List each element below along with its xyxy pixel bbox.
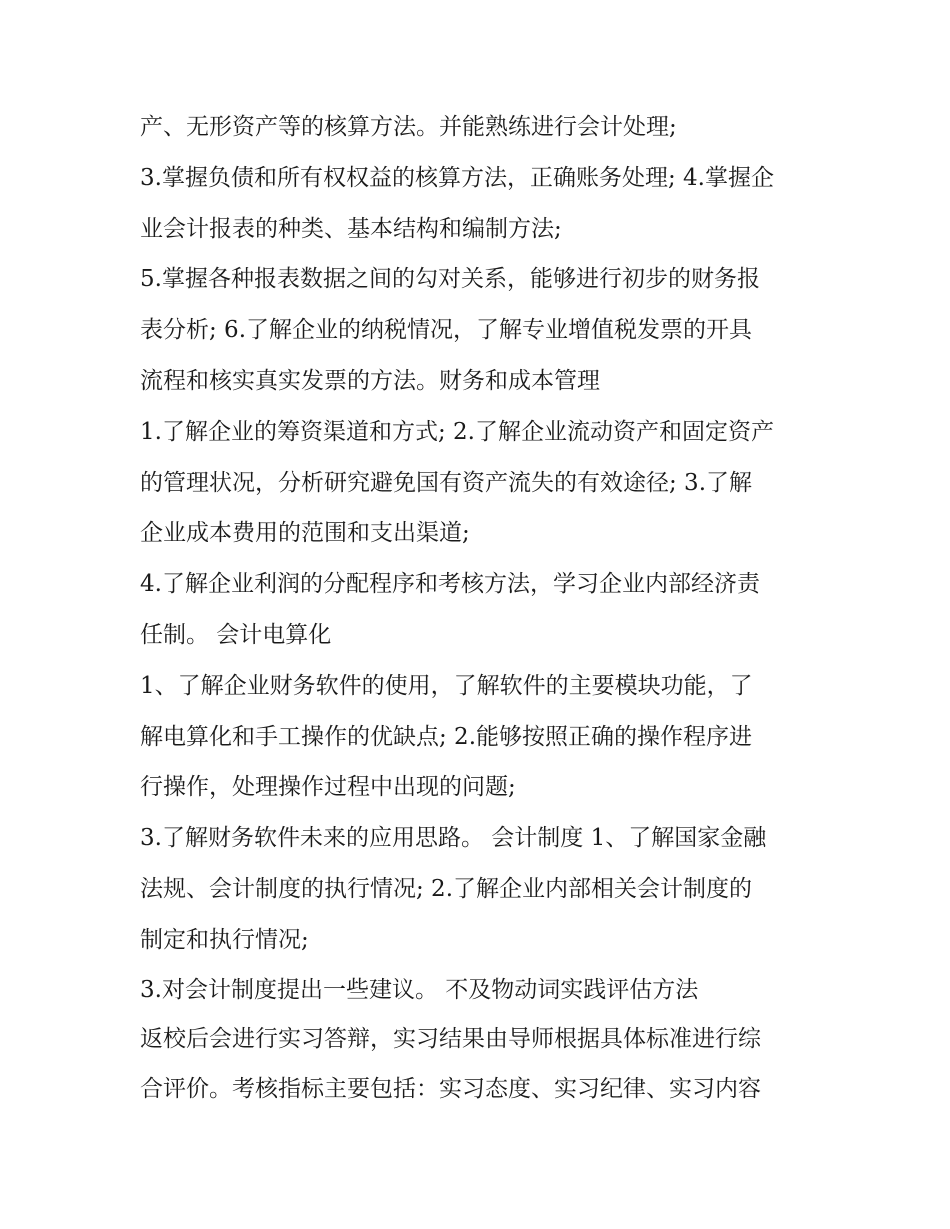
text-line: 流程和核实真实发票的方法。财务和成本管理 — [140, 367, 600, 394]
text-line: 企业成本费用的范围和支出渠道; — [140, 520, 470, 547]
text-line: 表分析; 6.了解企业的纳税情况，了解专业增值税发票的开具 — [140, 317, 753, 344]
text-line: 业会计报表的种类、基本结构和编制方法; — [140, 215, 562, 242]
text-line: 解电算化和手工操作的优缺点; 2.能够按照正确的操作程序进 — [140, 723, 753, 750]
text-line: 法规、会计制度的执行情况; 2.了解企业内部相关会计制度的 — [140, 875, 753, 902]
text-line: 3.对会计制度提出一些建议。 不及物动词实践评估方法 — [140, 976, 699, 1003]
text-line: 行操作，处理操作过程中出现的问题; — [140, 774, 516, 801]
text-line: 5.掌握各种报表数据之间的勾对关系，能够进行初步的财务报 — [140, 266, 760, 293]
text-line: 制定和执行情况; — [140, 926, 309, 953]
text-line: 的管理状况，分析研究避免国有资产流失的有效途径; 3.了解 — [140, 469, 753, 496]
text-line: 1.了解企业的筹资渠道和方式; 2.了解企业流动资产和固定资产 — [140, 418, 774, 445]
text-line: 产、无形资产等的核算方法。并能熟练进行会计处理; — [140, 114, 677, 140]
text-line: 3.了解财务软件未来的应用思路。 会计制度 1、了解国家金融 — [140, 825, 767, 852]
text-line: 合评价。考核指标主要包括：实习态度、实习纪律、实习内容 — [140, 1076, 761, 1103]
text-line: 任制。 会计电算化 — [140, 621, 332, 648]
text-line: 4.了解企业利润的分配程序和考核方法，学习企业内部经济责 — [140, 571, 760, 598]
text-line: 3.掌握负债和所有权权益的核算方法，正确账务处理; 4.掌握企 — [140, 164, 774, 191]
document-body — [140, 102, 820, 1115]
text-line: 1、了解企业财务软件的使用，了解软件的主要模块功能，了 — [140, 672, 753, 699]
text-line: 返校后会进行实习答辩，实习结果由导师根据具体标准进行综 — [140, 1025, 761, 1052]
